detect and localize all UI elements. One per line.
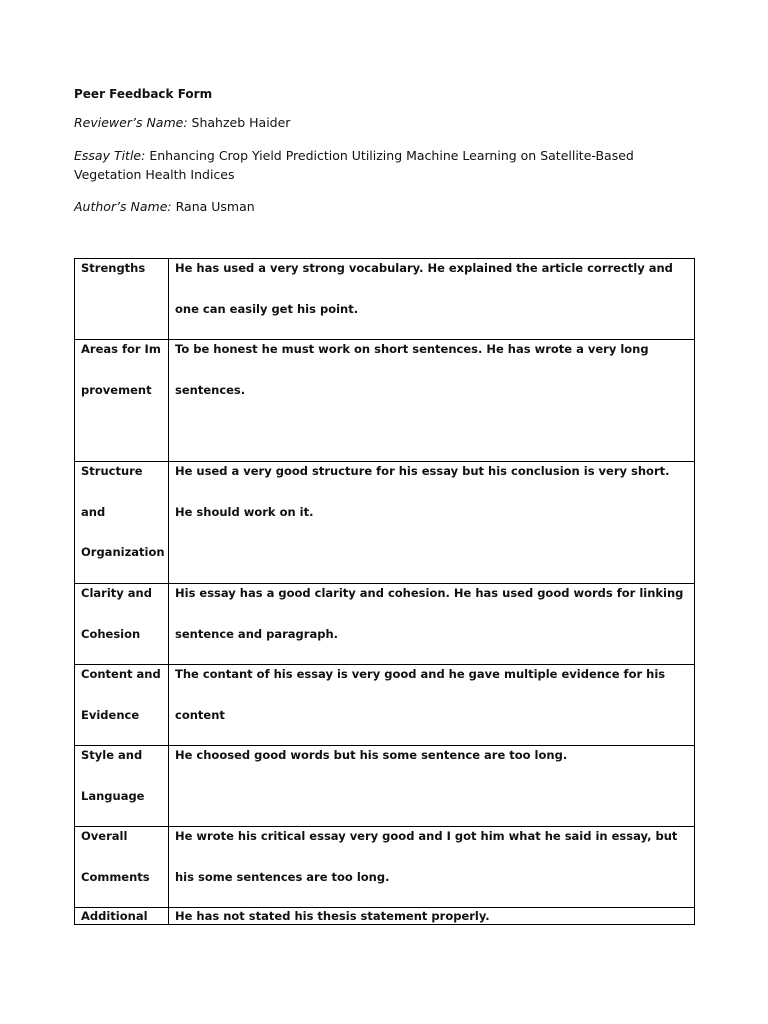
row-text: The contant of his essay is very good and he gave multiple evidence for his content bbox=[169, 665, 695, 746]
row-text: His essay has a good clarity and cohesion. He has used good words for linking sentence and paragraph. bbox=[169, 584, 695, 665]
row-text: He choosed good words but his some sentence are too long. bbox=[169, 746, 695, 827]
essay-title-line bbox=[74, 146, 704, 184]
table-row bbox=[75, 665, 695, 746]
row-text: He used a very good structure for his essay but his conclusion is very short. He should work on it. bbox=[169, 462, 695, 584]
reviewer-line bbox=[74, 113, 704, 132]
author-label: Author’s Name: bbox=[74, 199, 172, 214]
author-name: Rana Usman bbox=[175, 199, 255, 214]
feedback-table bbox=[74, 258, 695, 925]
essay-title-label: Essay Title: bbox=[74, 148, 146, 163]
table-row bbox=[75, 340, 695, 462]
table-row bbox=[75, 462, 695, 584]
row-text: He wrote his critical essay very good and I got him what he said in essay, but his some sentences are too long. bbox=[169, 827, 695, 908]
essay-title-value: Enhancing Crop Yield Prediction Utilizing Machine Learning on Satellite-Based Vegetation Health Indices bbox=[74, 148, 634, 182]
table-row bbox=[75, 746, 695, 827]
table-row bbox=[75, 908, 695, 925]
row-text: He has used a very strong vocabulary. He explained the article correctly and one can easily get his point. bbox=[169, 259, 695, 340]
form-title: Peer Feedback Form bbox=[74, 87, 213, 101]
table-row bbox=[75, 584, 695, 665]
reviewer-label: Reviewer’s Name: bbox=[74, 115, 188, 130]
row-label: Content and Evidence bbox=[75, 665, 169, 746]
row-label: Overall Comments bbox=[75, 827, 169, 908]
row-label: Strengths bbox=[75, 259, 169, 340]
table-row bbox=[75, 827, 695, 908]
row-text: He has not stated his thesis statement properly. bbox=[169, 908, 695, 925]
row-label: Areas for Improvement bbox=[75, 340, 169, 462]
row-label: Structure and Organization bbox=[75, 462, 169, 584]
row-label: Clarity and Cohesion bbox=[75, 584, 169, 665]
reviewer-name: Shahzeb Haider bbox=[191, 115, 291, 130]
row-label: Additional bbox=[75, 908, 169, 925]
row-label: Style and Language bbox=[75, 746, 169, 827]
table-row bbox=[75, 259, 695, 340]
author-line bbox=[74, 197, 704, 216]
row-text: To be honest he must work on short sentences. He has wrote a very long sentences. bbox=[169, 340, 695, 462]
